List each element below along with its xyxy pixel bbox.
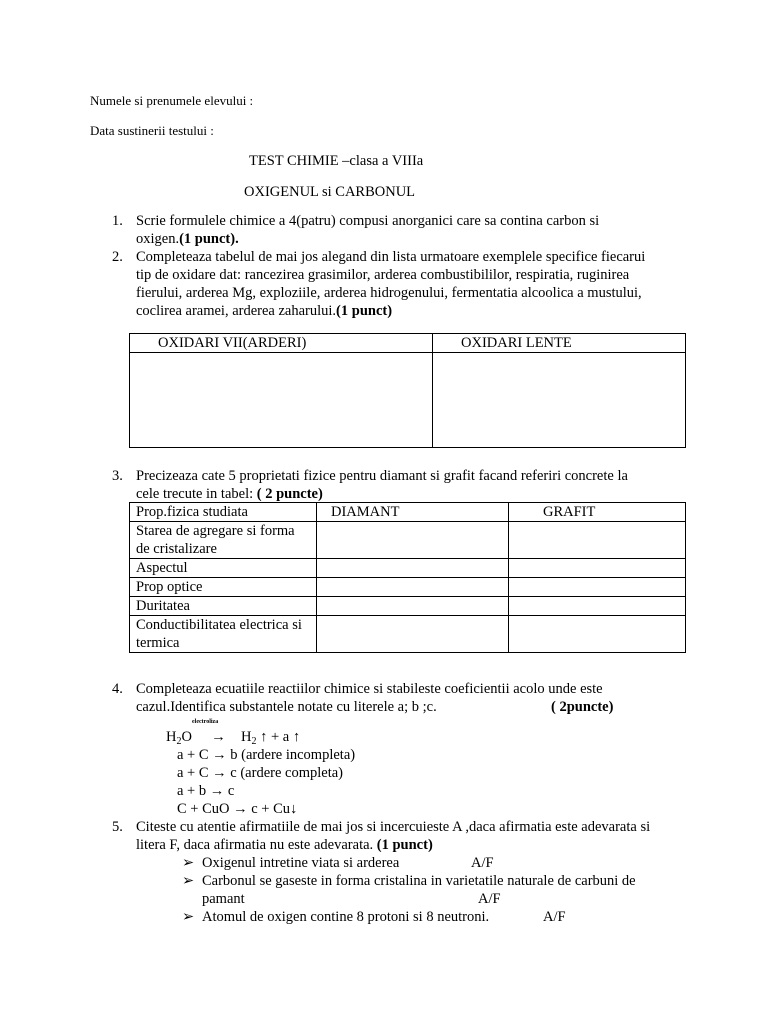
equation-5: C + CuO → c + Cu↓: [177, 801, 298, 817]
q3-text-line1: Precizeaza cate 5 proprietati fizice pentru diamant si grafit facand referiri concrete la: [136, 468, 628, 484]
q2-points: (1 punct): [336, 303, 393, 319]
q3-text-line2-text: cele trecute in tabel:: [136, 486, 257, 502]
q5-text-line2: [136, 836, 433, 854]
q1-text-line2-text: oxigen.: [136, 231, 180, 247]
oxidation-table: [129, 333, 686, 448]
statement-2-line1: Carbonul se gaseste in forma cristalina in varietatile naturale de carbuni de: [202, 873, 636, 889]
properties-table: [129, 502, 686, 653]
eq1-h2: H: [240, 729, 252, 745]
bullet-icon: ➢: [182, 855, 195, 871]
eq1-sub: 2: [176, 736, 182, 747]
table-row: [130, 559, 686, 578]
q4-number: 4.: [112, 681, 123, 697]
properties-header-prop: Prop.fizica studiata: [130, 503, 317, 522]
statement-1: Oxigenul intretine viata si arderea: [202, 855, 400, 871]
statement-3-answer[interactable]: A/F: [543, 909, 566, 925]
property-conductivity-cell: [130, 616, 317, 653]
property-hardness: Duritatea: [130, 597, 317, 616]
statement-2-answer[interactable]: A/F: [478, 891, 501, 907]
properties-header-graphite: GRAFIT: [509, 503, 686, 522]
property-aspect: Aspectul: [130, 559, 317, 578]
graphite-answer-cell[interactable]: [509, 522, 686, 559]
property-optical: Prop optice: [130, 578, 317, 597]
property-state-line2: de cristalizare: [136, 541, 217, 557]
property-state-line1: Starea de agregare si forma: [136, 523, 295, 539]
eq1-o: O: [181, 729, 192, 745]
q3-text-line2: [136, 485, 323, 503]
table-row: [130, 616, 686, 653]
q2-text-line4: [136, 302, 392, 320]
q4-points: ( 2puncte): [551, 699, 614, 715]
graphite-answer-cell[interactable]: [509, 578, 686, 597]
property-conductivity-line1: Conductibilitatea electrica si: [136, 617, 302, 633]
equation-2: a + C → b (ardere incompleta): [177, 747, 356, 763]
statement-2-line2: pamant: [202, 891, 245, 907]
q5-text-line2-text: litera F, daca afirmatia nu este adevarata.: [136, 837, 377, 853]
q3-points: ( 2 puncte): [256, 486, 323, 502]
oxidation-col-slow: OXIDARI LENTE: [433, 334, 686, 353]
q2-text-line2: tip de oxidare dat: rancezirea grasimilor, arderea combustibililor, respiratia, ruginirea: [136, 267, 630, 283]
equation-3: a + C → c (ardere completa): [177, 765, 343, 781]
diamond-answer-cell[interactable]: [317, 559, 509, 578]
electrolysis-label: electroliza: [192, 719, 219, 725]
statement-3: Atomul de oxigen contine 8 protoni si 8 neutroni.: [202, 909, 490, 925]
oxidation-fast-answer-cell[interactable]: [130, 353, 433, 448]
q5-number: 5.: [112, 819, 123, 835]
diamond-answer-cell[interactable]: [317, 522, 509, 559]
bullet-icon: ➢: [182, 873, 195, 889]
table-row: [130, 597, 686, 616]
q2-text-line4-text: coclirea aramei, arderea zaharului.: [136, 303, 337, 319]
oxidation-col-fast: OXIDARI VII(ARDERI): [130, 334, 433, 353]
q4-text-line2: cazul.Identifica substantele notate cu literele a; b ;c.: [136, 699, 437, 715]
oxidation-slow-answer-cell[interactable]: [433, 353, 686, 448]
q2-text-line3: fierului, arderea Mg, exploziile, arderea hidrogenului, fermentatia alcoolica a mustului,: [136, 285, 642, 301]
test-date-label: Data sustinerii testului :: [90, 123, 214, 138]
q1-points: (1 punct).: [179, 231, 239, 247]
diamond-answer-cell[interactable]: [317, 578, 509, 597]
table-row: [130, 522, 686, 559]
eq1-sub2: 2: [251, 736, 257, 747]
property-conductivity-line2: termica: [136, 635, 180, 651]
eq1-h: H: [166, 729, 177, 745]
q5-points: (1 punct): [376, 837, 433, 853]
q3-number: 3.: [112, 468, 123, 484]
student-name-label: Numele si prenumele elevului :: [90, 93, 254, 108]
graphite-answer-cell[interactable]: [509, 559, 686, 578]
q5-text-line1: Citeste cu atentie afirmatiile de mai jos si incercuieste A ,daca afirmatia este adevarata si: [136, 819, 651, 835]
graphite-answer-cell[interactable]: [509, 597, 686, 616]
q4-text-line1: Completeaza ecuatiile reactiilor chimice si stabileste coeficientii acolo unde este: [136, 681, 603, 697]
graphite-answer-cell[interactable]: [509, 616, 686, 653]
page-title: TEST CHIMIE –clasa a VIIIa: [249, 153, 424, 169]
diamond-answer-cell[interactable]: [317, 616, 509, 653]
q2-number: 2.: [112, 249, 123, 265]
q2-text-line1: Completeaza tabelul de mai jos alegand din lista urmatoare exemplele specifice fiecarui: [136, 249, 646, 265]
table-row: [130, 578, 686, 597]
q1-number: 1.: [112, 213, 123, 229]
eq1-arrow: →: [211, 729, 226, 745]
bullet-icon: ➢: [182, 909, 195, 925]
page-subtitle: OXIGENUL si CARBONUL: [244, 184, 416, 200]
properties-header-diamond: DIAMANT: [317, 503, 509, 522]
q1-text-line2: [136, 230, 239, 248]
property-state-cell: [130, 522, 317, 559]
statement-1-answer[interactable]: A/F: [471, 855, 494, 871]
q1-text-line1: Scrie formulele chimice a 4(patru) compusi anorganici care sa contina carbon si: [136, 213, 600, 229]
eq1-rest: ↑ + a ↑: [260, 729, 301, 745]
diamond-answer-cell[interactable]: [317, 597, 509, 616]
equation-4: a + b → c: [177, 783, 235, 799]
